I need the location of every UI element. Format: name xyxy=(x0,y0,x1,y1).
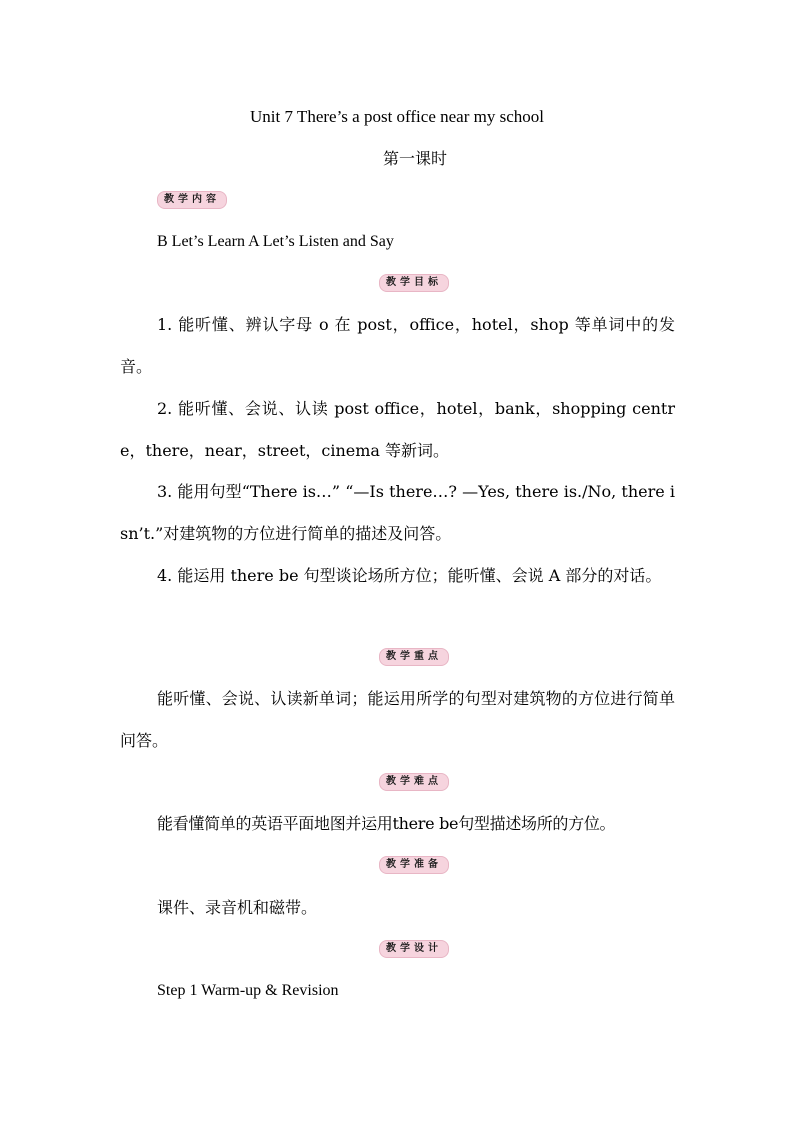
content-text: B Let’s Learn A Let’s Listen and Say xyxy=(157,233,394,250)
section-badge-content: 教学内容 xyxy=(157,191,227,209)
section-badge-key: 教学重点 xyxy=(379,648,449,666)
lesson-subtitle: 第一课时 xyxy=(382,149,447,168)
section-badge-difficulty: 教学难点 xyxy=(379,773,449,791)
key-text: 能听懂、会说、认读新单词；能运用所学的句型对建筑物的方位进行简单问答。 xyxy=(120,689,675,750)
goal-item-4: 4. 能运用 there be 句型谈论场所方位；能听懂、会说 A 部分的对话。 xyxy=(157,566,662,585)
prep-text: 课件、录音机和磁带。 xyxy=(157,898,318,917)
section-badge-design: 教学设计 xyxy=(379,940,449,958)
section-badge-prep: 教学准备 xyxy=(379,856,449,874)
step-1-heading: Step 1 Warm-up & Revision xyxy=(157,982,339,999)
difficulty-text: 能看懂简单的英语平面地图并运用there be句型描述场所的方位。 xyxy=(157,814,616,833)
goal-item-2: 2. 能听懂、会说、认读 post office，hotel，bank，shopping centre，there，near，street，cinema 等新词。 xyxy=(120,399,675,460)
section-badge-goals: 教学目标 xyxy=(379,274,449,292)
goal-item-3: 3. 能用句型“There is…” “—Is there…? —Yes, there is./No, there isn’t.”对建筑物的方位进行简单的描述及问答。 xyxy=(120,482,675,543)
page-title: Unit 7 There’s a post office near my school xyxy=(250,107,544,126)
goal-item-1: 1. 能听懂、辨认字母 o 在 post，office，hotel，shop 等单词中的发音。 xyxy=(120,315,675,376)
